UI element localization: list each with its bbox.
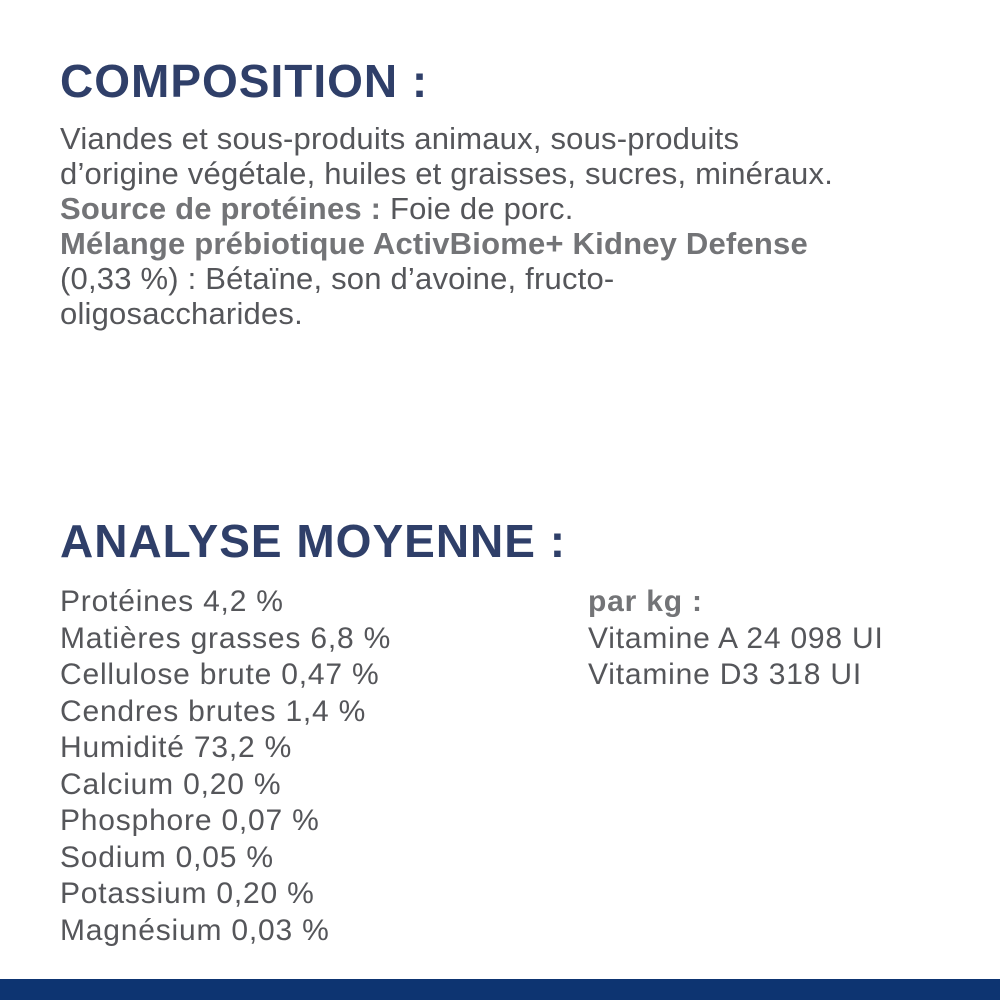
per-kg-label: par kg : — [588, 585, 703, 618]
composition-heading: COMPOSITION : — [60, 55, 429, 107]
per-kg-vitamin-d3: Vitamine D3 318 UI — [588, 658, 862, 691]
composition-line-3 — [60, 191, 960, 226]
composition-text-block — [60, 121, 960, 331]
per-kg-vitamin-a: Vitamine A 24 098 UI — [588, 621, 884, 655]
prebiotic-blend-line-2: (0,33 %) : Bétaïne, son d’avoine, fructo- — [60, 261, 615, 296]
analysis-row-magnesium: Magnésium 0,03 % — [60, 913, 330, 947]
analysis-row-crude-ash: Cendres brutes 1,4 % — [60, 694, 367, 728]
analysis-row-fat: Matières grasses 6,8 % — [60, 621, 392, 655]
per-kg-block — [588, 584, 884, 694]
analysis-row-moisture: Humidité 73,2 % — [60, 731, 293, 764]
composition-line-2: d’origine végétale, huiles et graisses, sucres, minéraux. — [60, 156, 834, 191]
analysis-row-proteins: Protéines 4,2 % — [60, 585, 284, 618]
protein-source-value: Foie de porc. — [381, 191, 574, 226]
analysis-row-potassium: Potassium 0,20 % — [60, 877, 315, 910]
analysis-row-calcium: Calcium 0,20 % — [60, 767, 282, 801]
composition-line-1: Viandes et sous-produits animaux, sous-produits — [60, 121, 740, 156]
average-analysis-heading: ANALYSE MOYENNE : — [60, 515, 567, 567]
analysis-values-list — [60, 584, 391, 949]
prebiotic-blend-line-3: oligosaccharides. — [60, 296, 303, 331]
prebiotic-blend-label: Mélange prébiotique ActivBiome+ Kidney Defense — [60, 226, 808, 261]
analysis-row-sodium: Sodium 0,05 % — [60, 840, 274, 874]
protein-source-label: Source de protéines : — [60, 191, 382, 226]
analysis-row-crude-fibre: Cellulose brute 0,47 % — [60, 658, 380, 691]
analysis-row-phosphorus: Phosphore 0,07 % — [60, 804, 320, 837]
footer-bar — [0, 979, 1000, 1000]
